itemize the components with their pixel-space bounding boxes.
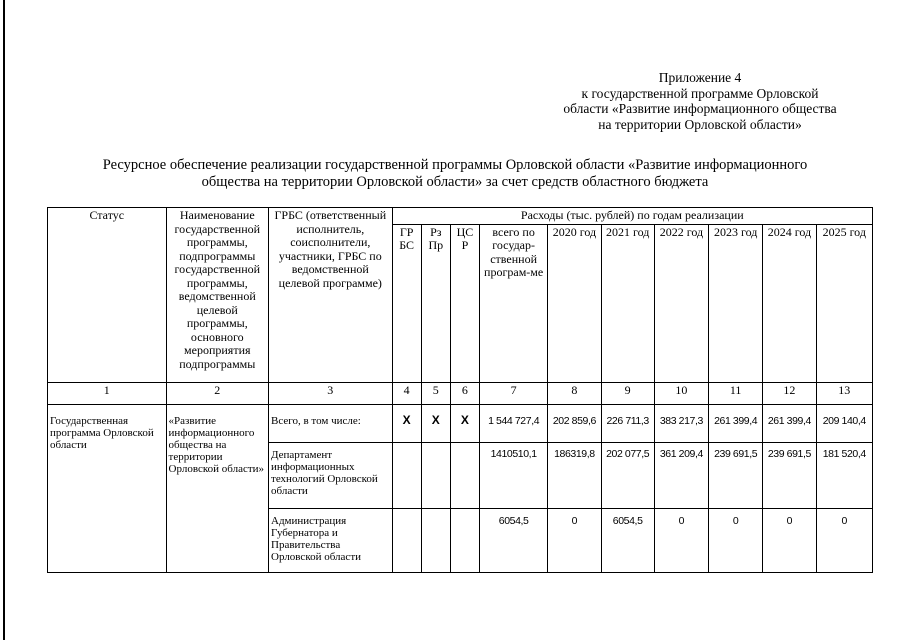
year-2025-cell: 209 140,4: [816, 404, 872, 442]
header-2021: 2021 год: [601, 224, 654, 382]
column-index: 10: [654, 382, 708, 404]
header-2020: 2020 год: [548, 224, 601, 382]
total-cell: 6054,5: [479, 508, 547, 572]
year-2023-cell: 0: [709, 508, 763, 572]
csr-cell: [450, 442, 479, 508]
column-index: 8: [548, 382, 601, 404]
appendix-line-3: области «Развитие информационного общества: [563, 101, 837, 116]
year-2024-cell: 261 399,4: [763, 404, 816, 442]
total-cell: 1410510,1: [479, 442, 547, 508]
year-2020-cell: 0: [548, 508, 601, 572]
title-line-2: общества на территории Орловской области» за счет средств областного бюджета: [201, 174, 709, 190]
column-index: 12: [763, 382, 816, 404]
program-status: Государственная программа Орловской области: [48, 404, 167, 572]
year-2021-cell: 226 711,3: [601, 404, 654, 442]
column-index-row: [48, 382, 873, 404]
header-expenses: Расходы (тыс. рублей) по годам реализации: [392, 208, 872, 225]
year-2021-cell: 6054,5: [601, 508, 654, 572]
header-status: Статус: [48, 208, 167, 383]
appendix-line-1: Приложение 4: [658, 70, 742, 85]
rzpr-cell: X: [421, 404, 450, 442]
scan-edge-line: [3, 0, 5, 640]
column-index: 6: [450, 382, 479, 404]
column-index: 2: [166, 382, 268, 404]
header-2022: 2022 год: [654, 224, 708, 382]
program-name: «Развитие информационного общества на территории Орловской области»: [166, 404, 268, 572]
column-index: 13: [816, 382, 872, 404]
csr-cell: [450, 508, 479, 572]
year-2025-cell: 0: [816, 508, 872, 572]
appendix-line-4: на территории Орловской области»: [598, 116, 802, 132]
document-title: [60, 157, 850, 191]
header-csr: ЦС Р: [450, 224, 479, 382]
rzpr-cell: [421, 442, 450, 508]
header-2025: 2025 год: [816, 224, 872, 382]
total-cell: 1 544 727,4: [479, 404, 547, 442]
rzpr-cell: [421, 508, 450, 572]
year-2025-cell: 181 520,4: [816, 442, 872, 508]
header-grbs-code: ГР БС: [392, 224, 421, 382]
year-2022-cell: 0: [654, 508, 708, 572]
grbs-cell: Администрация Губернатора и Правительства Орловской области: [269, 508, 393, 572]
appendix-line-2: к государственной программе Орловской: [581, 85, 819, 101]
column-index: 5: [421, 382, 450, 404]
grbs-code-cell: [392, 508, 421, 572]
title-line-1: Ресурсное обеспечение реализации государственной программы Орловской области «Развитие информационного: [102, 157, 808, 173]
column-index: 11: [709, 382, 763, 404]
header-2023: 2023 год: [709, 224, 763, 382]
grbs-code-cell: [392, 442, 421, 508]
grbs-cell: Всего, в том числе:: [269, 404, 393, 442]
column-index: 9: [601, 382, 654, 404]
year-2020-cell: 186319,8: [548, 442, 601, 508]
grbs-cell: Департамент информационных технологий Орловской области: [269, 442, 393, 508]
year-2020-cell: 202 859,6: [548, 404, 601, 442]
column-index: 7: [479, 382, 547, 404]
header-row-1: [48, 208, 873, 225]
year-2022-cell: 383 217,3: [654, 404, 708, 442]
resource-table: [47, 207, 873, 573]
header-grbs: ГРБС (ответственный исполнитель, соисполнители, участники, ГРБС по ведомственной целевой программе): [269, 208, 393, 383]
year-2021-cell: 202 077,5: [601, 442, 654, 508]
column-index: 3: [269, 382, 393, 404]
table-row: [48, 404, 873, 442]
csr-cell: X: [450, 404, 479, 442]
year-2023-cell: 261 399,4: [709, 404, 763, 442]
header-total: всего по государ-ственной програм-ме: [479, 224, 547, 382]
header-name: Наименование государственной программы, подпрограммы государственной программы, ведомственной целевой программы, основного мероприятия подпрограммы: [166, 208, 268, 383]
year-2023-cell: 239 691,5: [709, 442, 763, 508]
year-2024-cell: 0: [763, 508, 816, 572]
header-rzpr: Рз Пр: [421, 224, 450, 382]
year-2022-cell: 361 209,4: [654, 442, 708, 508]
grbs-code-cell: X: [392, 404, 421, 442]
column-index: 1: [48, 382, 167, 404]
column-index: 4: [392, 382, 421, 404]
appendix-header: [540, 70, 860, 132]
header-2024: 2024 год: [763, 224, 816, 382]
year-2024-cell: 239 691,5: [763, 442, 816, 508]
